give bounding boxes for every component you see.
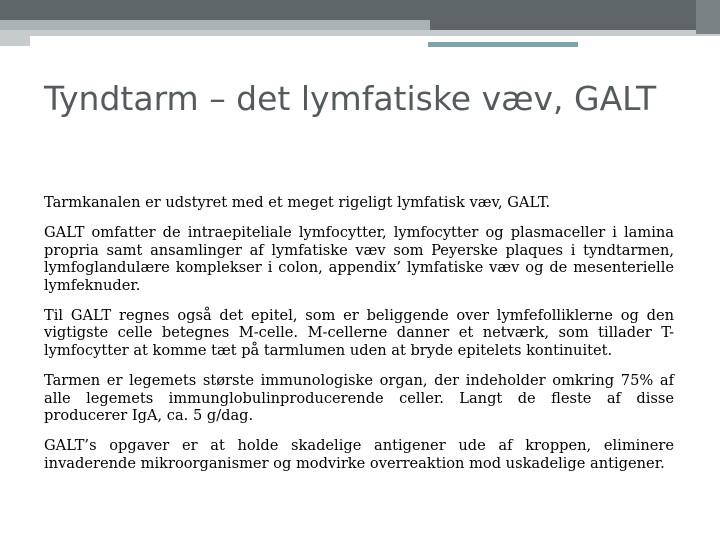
slide-title: Tyndtarm – det lymfatiske væv, GALT [44,79,657,118]
accent-line [428,42,578,47]
header-band-dark [0,0,696,20]
paragraph-5: GALT’s opgaver er at holde skadelige antigener ude af kroppen, eliminere invaderende mikroorganismer og modvirke overreaktion mod uskadelige antigener. [44,437,674,472]
header-band-right [696,0,720,34]
header-band-dark-step [430,20,696,30]
paragraph-1: Tarmkanalen er udstyret med et meget rigeligt lymfatisk væv, GALT. [44,194,551,211]
paragraph-2: GALT omfatter de intraepiteliale lymfocytter, lymfocytter og plasmaceller i lamina propria samt ansamlinger af lymfatiske væv som Peyerske plaques i tyndtarmen, lymfoglandulære komplekser i colon, appendix’ lymfatiske væv og de mesenterielle lymfeknuder. [44,224,674,294]
slide-body [44,194,674,485]
paragraph-4: Tarmen er legemets største immunologiske organ, der indeholder omkring 75% af alle legemets immunglobulinproducerende celler. Langt de fleste af disse producerer IgA, ca. 5 g/dag. [44,372,674,425]
header-divider [30,36,720,50]
paragraph-3: Til GALT regnes også det epitel, som er beliggende over lymfefolliklerne og den vigtigste celle betegnes M-celle. M-cellerne danner et netværk, som tillader T-lymfocytter at komme tæt på tarmlumen uden at bryde epitelets kontinuitet. [44,307,674,359]
